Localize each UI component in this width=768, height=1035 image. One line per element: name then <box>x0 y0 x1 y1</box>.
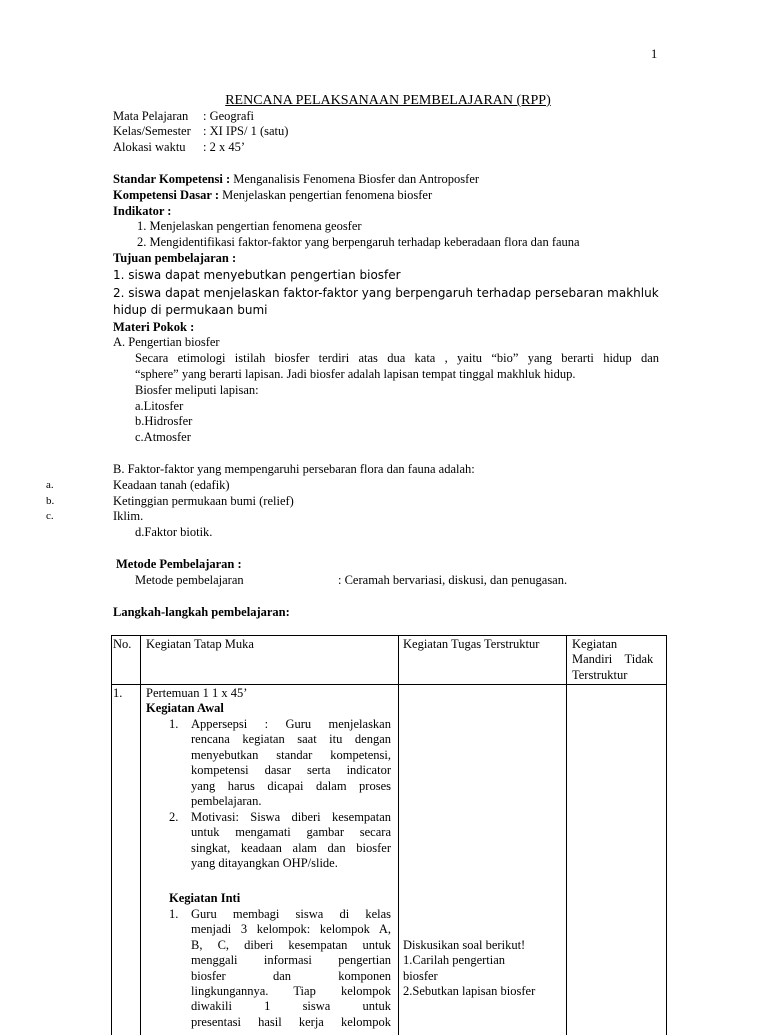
materi-layer: c.Atmosfer <box>135 430 191 444</box>
table-border <box>566 635 567 1035</box>
table-border <box>398 635 399 1035</box>
indikator-label: Indikator : <box>113 204 172 218</box>
list-marker: 1. <box>169 717 179 731</box>
identity-subject: Mata Pelajaran : Geografi <box>113 109 255 123</box>
kompetensi-dasar: Kompetensi Dasar : Menjelaskan pengertian fenomena biosfer <box>113 188 433 202</box>
kegiatan-inti-item: Guru membagi siswa di kelas menjadi 3 kelompok: kelompok A, B, C, diberi kesempatan untuk menggali informasi pengertian biosfer dan komponen lingkungannya. Tiap kelompok diwakili 1 siswa untuk presentasi hasil kerja kelompok <box>191 907 391 1029</box>
materi-a-paragraph: “sphere” yang berarti lapisan. Jadi biosfer adalah lapisan tempat tinggal makhluk hidup. <box>135 367 576 381</box>
table-header-no: No. <box>113 637 132 651</box>
kegiatan-awal-item: Appersepsi : Guru menjelaskan rencana kegiatan saat itu dengan menyebutkan standar kompetensi, kompetensi dasar serta indicator yang harus dicapai dalam proses pembelajaran. <box>191 717 391 809</box>
page-title: RENCANA PELAKSANAAN PEMBELAJARAN (RPP) <box>225 93 551 108</box>
table-row-pertemuan: Pertemuan 1 1 x 45’ <box>146 686 248 700</box>
table-header-tatap-muka: Kegiatan Tatap Muka <box>146 637 254 651</box>
langkah-label: Langkah-langkah pembelajaran: <box>113 605 290 619</box>
materi-b-item: d.Faktor biotik. <box>135 525 213 539</box>
identity-class: Kelas/Semester : XI IPS/ 1 (satu) <box>113 124 289 138</box>
tujuan-item-cont: hidup di permukaan bumi <box>113 303 268 317</box>
kegiatan-inti-label: Kegiatan Inti <box>169 891 241 905</box>
materi-a-heading: A. Pengertian biosfer <box>113 335 220 349</box>
indikator-item: 1. Menjelaskan pengertian fenomena geosfer <box>137 219 362 233</box>
table-row-number: 1. <box>113 686 123 700</box>
kegiatan-awal-item: Motivasi: Siswa diberi kesempatan untuk mengamati gambar secara singkat, keadaan alam dan biosfer yang ditayangkan OHP/slide. <box>191 810 391 871</box>
tugas-terstruktur: Diskusikan soal berikut! 1.Carilah pengertian biosfer 2.Sebutkan lapisan biosfer <box>403 938 536 999</box>
list-marker: 2. <box>169 810 179 824</box>
materi-b-item: Iklim. <box>113 509 144 523</box>
table-border <box>140 635 141 1035</box>
list-marker: c. <box>46 510 54 522</box>
tujuan-item: 1. siswa dapat menyebutkan pengertian biosfer <box>113 268 401 282</box>
identity-time: Alokasi waktu : 2 x 45’ <box>113 140 246 154</box>
kegiatan-awal-label: Kegiatan Awal <box>146 701 224 715</box>
tujuan-label: Tujuan pembelajaran : <box>113 251 237 265</box>
materi-a-paragraph: Secara etimologi istilah biosfer terdiri atas dua kata , yaitu “bio” yang berarti hidup dan <box>135 351 659 365</box>
metode-name: Metode pembelajaran <box>135 573 244 587</box>
tujuan-item: 2. siswa dapat menjelaskan faktor-faktor yang berpengaruh terhadap persebaran makhluk <box>113 286 659 300</box>
materi-layer: b.Hidrosfer <box>135 414 193 428</box>
list-marker: a. <box>46 479 54 491</box>
materi-b-heading: B. Faktor-faktor yang mempengaruhi persebaran flora dan fauna adalah: <box>113 462 475 476</box>
metode-label: Metode Pembelajaran : <box>116 557 242 571</box>
materi-b-item: Keadaan tanah (edafik) <box>113 478 230 492</box>
table-border <box>111 635 667 636</box>
table-border <box>111 635 112 1035</box>
table-border <box>111 684 667 685</box>
materi-layers-intro: Biosfer meliputi lapisan: <box>135 383 259 397</box>
indikator-item: 2. Mengidentifikasi faktor-faktor yang berpengaruh terhadap keberadaan flora dan fauna <box>137 235 580 249</box>
table-border <box>666 635 667 1035</box>
list-marker: 1. <box>169 907 179 921</box>
metode-value: : Ceramah bervariasi, diskusi, dan penugasan. <box>338 573 568 587</box>
table-header-terstruktur: Kegiatan Tugas Terstruktur <box>403 637 540 651</box>
materi-label: Materi Pokok : <box>113 320 195 334</box>
standar-kompetensi: Standar Kompetensi : Menganalisis Fenomena Biosfer dan Antroposfer <box>113 172 480 186</box>
materi-layer: a.Litosfer <box>135 399 184 413</box>
materi-b-item: Ketinggian permukaan bumi (relief) <box>113 494 294 508</box>
list-marker: b. <box>46 495 55 507</box>
page-number: 1 <box>651 47 658 61</box>
table-header-mandiri: Kegiatan Mandiri Tidak Terstruktur <box>572 637 654 682</box>
steps-table <box>111 635 667 1035</box>
